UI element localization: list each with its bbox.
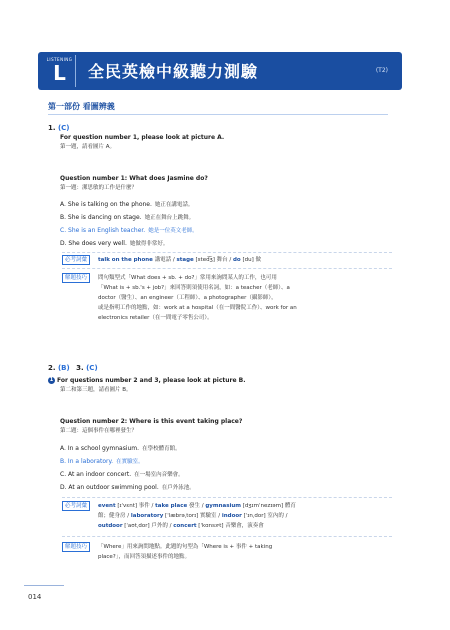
q2-option-a bbox=[60, 444, 181, 452]
q2-vocab-term-indoor: indoor bbox=[221, 513, 242, 519]
q2-analysis-line-2: place?」，而回答須描述事件的地點。 bbox=[98, 554, 190, 560]
section-divider bbox=[48, 114, 388, 115]
q2-analysis-line-1: 「Where」用來詢問地點。此題的句型為「Where is + 事件 + taking bbox=[98, 544, 273, 550]
q23-intro-zh: 第二和第三題，請看圖片 B。 bbox=[60, 387, 132, 393]
q1-analysis-tag: 解題技巧 bbox=[62, 273, 90, 283]
q1-divider-1 bbox=[62, 252, 392, 253]
q2-vocab-term-outdoor: outdoor bbox=[98, 523, 123, 529]
q1-option-d-zh: 她做得非常好。 bbox=[129, 241, 169, 247]
q1-answer: (C) bbox=[57, 124, 70, 132]
q1-intro-zh: 第一題，請看圖片 A。 bbox=[60, 144, 116, 150]
q1-vocab-box bbox=[62, 255, 392, 267]
q1-num-text: 1. bbox=[48, 124, 56, 132]
q2-option-c bbox=[60, 470, 184, 478]
q1-analysis-text bbox=[98, 273, 390, 323]
badge-small-text: LISTENING bbox=[46, 57, 73, 62]
q2-vocab-line-2 bbox=[98, 511, 390, 521]
q1-vocab-def-3: [du] 做 bbox=[240, 257, 261, 263]
q1-option-a bbox=[60, 200, 193, 208]
q1-option-b-en: B. She is dancing on stage. bbox=[60, 214, 142, 221]
q2-vocab-term-concert: concert bbox=[173, 523, 197, 529]
q1-question-en: Question number 1: What does Jasmine do? bbox=[60, 175, 208, 182]
q2-option-a-en: A. In a school gymnasium. bbox=[60, 445, 140, 452]
q1-vocab-term-2: stage bbox=[176, 257, 194, 263]
q2-vocab-term-laboratory: laboratory bbox=[130, 513, 164, 519]
q1-vocab-term-3: do bbox=[233, 257, 241, 263]
q2-analysis-text bbox=[98, 542, 390, 562]
q2-vocab-tag: 必考詞彙 bbox=[62, 501, 90, 511]
q2-vocab-def-indoor: [ˈɪnˌdor] 室內的 / bbox=[241, 513, 288, 519]
q2-question-zh: 第二題：這個事件在哪裡發生？ bbox=[60, 428, 138, 434]
q1-vocab-text bbox=[98, 255, 390, 265]
q2-option-b bbox=[60, 457, 144, 465]
q1-option-b bbox=[60, 213, 194, 221]
q2-vocab-def-gymnasium-cont: 館；健身房 / bbox=[98, 513, 131, 519]
q1-intro-en: For question number 1, please look at picture A. bbox=[60, 134, 225, 141]
q2-vocab-line-1 bbox=[98, 501, 390, 511]
chapter-title: 全民英檢中級聽力測驗 bbox=[88, 62, 259, 81]
q1-analysis-line-5: electronics retailer（在一間電子零售公司）。 bbox=[98, 315, 213, 321]
q1-analysis-line-1: 問句類型式「What does + sb. + do?」常用來詢問某人的工作，也可用 bbox=[98, 275, 277, 281]
q2-vocab-def-event: [ɪˈvɛnt] 事件 / bbox=[115, 503, 156, 509]
q2-vocab-def-gymnasium: [dʒɪmˈnezɪəm] 體育 bbox=[241, 503, 296, 509]
q1-question-zh: 第一題：潔思敏的工作是什麼？ bbox=[60, 185, 138, 191]
q2-option-b-en: B. In a laboratory. bbox=[60, 458, 114, 465]
q23-intro-en bbox=[48, 377, 246, 385]
q2-vocab-term-event: event bbox=[98, 503, 116, 509]
chapter-header bbox=[38, 52, 402, 90]
q2-vocab-def-outdoor: [ˈaʊtˌdor] 戶外的 / bbox=[122, 523, 174, 529]
q23-intro-en-text: For questions number 2 and 3, please look at picture B. bbox=[57, 377, 246, 384]
track-number-icon: 1 bbox=[49, 377, 54, 383]
q3-answer: (C) bbox=[86, 364, 98, 372]
q1-divider-2 bbox=[62, 268, 392, 269]
q1-analysis-line-3: doctor（醫生）、an engineer（工程師）、a photographer（攝影師）， bbox=[98, 295, 277, 301]
q1-option-c-zh: 她是一位英文老師。 bbox=[148, 228, 198, 234]
q2-option-d-zh: 在戶外泳池。 bbox=[161, 485, 195, 491]
q2-vocab-text bbox=[98, 501, 390, 531]
q23-number bbox=[48, 364, 98, 372]
page-number-rule bbox=[24, 585, 64, 586]
q2-option-c-en: C. At an indoor concert. bbox=[60, 471, 132, 478]
q1-option-a-zh: 她正在講電話。 bbox=[154, 202, 194, 208]
q2-option-d-en: D. At an outdoor swimming pool. bbox=[60, 484, 159, 491]
q2-vocab-line-3 bbox=[98, 521, 390, 531]
q2-vocab-term-take-place: take place bbox=[155, 503, 188, 509]
q1-vocab-term-1: talk on the phone bbox=[98, 257, 153, 263]
q2-analysis-box bbox=[62, 542, 392, 566]
q2-vocab-def-take-place: 發生 / bbox=[187, 503, 206, 509]
chapter-badge bbox=[44, 55, 76, 87]
q1-option-d bbox=[60, 239, 168, 247]
q2-option-c-zh: 在一場室內音樂會。 bbox=[134, 472, 184, 478]
q2-option-a-zh: 在學校體育館。 bbox=[142, 446, 181, 452]
page-number: 014 bbox=[28, 593, 42, 601]
q2-analysis-tag: 解題技巧 bbox=[62, 542, 90, 552]
badge-letter: L bbox=[53, 61, 66, 85]
q1-option-d-en: D. She does very well. bbox=[60, 240, 127, 247]
q1-vocab-def-1: 講電話 / bbox=[152, 257, 177, 263]
section-heading: 第一部份 看圖辨義 bbox=[48, 102, 115, 111]
q2-option-b-zh: 在實驗室。 bbox=[116, 459, 144, 465]
q1-option-a-en: A. She is talking on the phone. bbox=[60, 201, 152, 208]
q1-option-b-zh: 她正在舞台上跳舞。 bbox=[144, 215, 195, 221]
q2-vocab-box bbox=[62, 501, 392, 533]
q1-option-c-en: C. She is an English teacher. bbox=[60, 227, 146, 234]
q1-vocab-def-2: [sted͡ʒ] 舞台 / bbox=[193, 257, 233, 263]
q2-answer: (B) bbox=[57, 364, 70, 372]
q2-divider-2 bbox=[62, 536, 392, 537]
q2-divider-1 bbox=[62, 497, 392, 498]
q2-vocab-def-laboratory: [ˈlæbrəˌtorɪ] 實驗室 / bbox=[163, 513, 222, 519]
q2-vocab-def-concert: [ˈkɑnsɝt] 音樂會，演奏會 bbox=[196, 523, 264, 529]
q1-vocab-tag: 必考詞彙 bbox=[62, 255, 90, 265]
q1-analysis-line-4: 或是指明工作的地點，如：work at a hospital（在一間醫院工作）、work for an bbox=[98, 305, 297, 311]
q1-number bbox=[48, 124, 70, 132]
q1-analysis-line-2: 「What is + sb.'s + job?」來回答則須使用名詞，如：a teacher（老師）、a bbox=[98, 285, 290, 291]
q2-question-en: Question number 2: Where is this event taking place? bbox=[60, 418, 243, 425]
q3-num-text: 3. bbox=[76, 364, 84, 372]
q2-vocab-term-gymnasium: gymnasium bbox=[205, 503, 241, 509]
chapter-code: (T2) bbox=[375, 67, 388, 74]
q2-num-text: 2. bbox=[48, 364, 56, 372]
q2-option-d bbox=[60, 483, 195, 491]
q1-analysis-box bbox=[62, 273, 392, 333]
q1-option-c bbox=[60, 226, 198, 234]
